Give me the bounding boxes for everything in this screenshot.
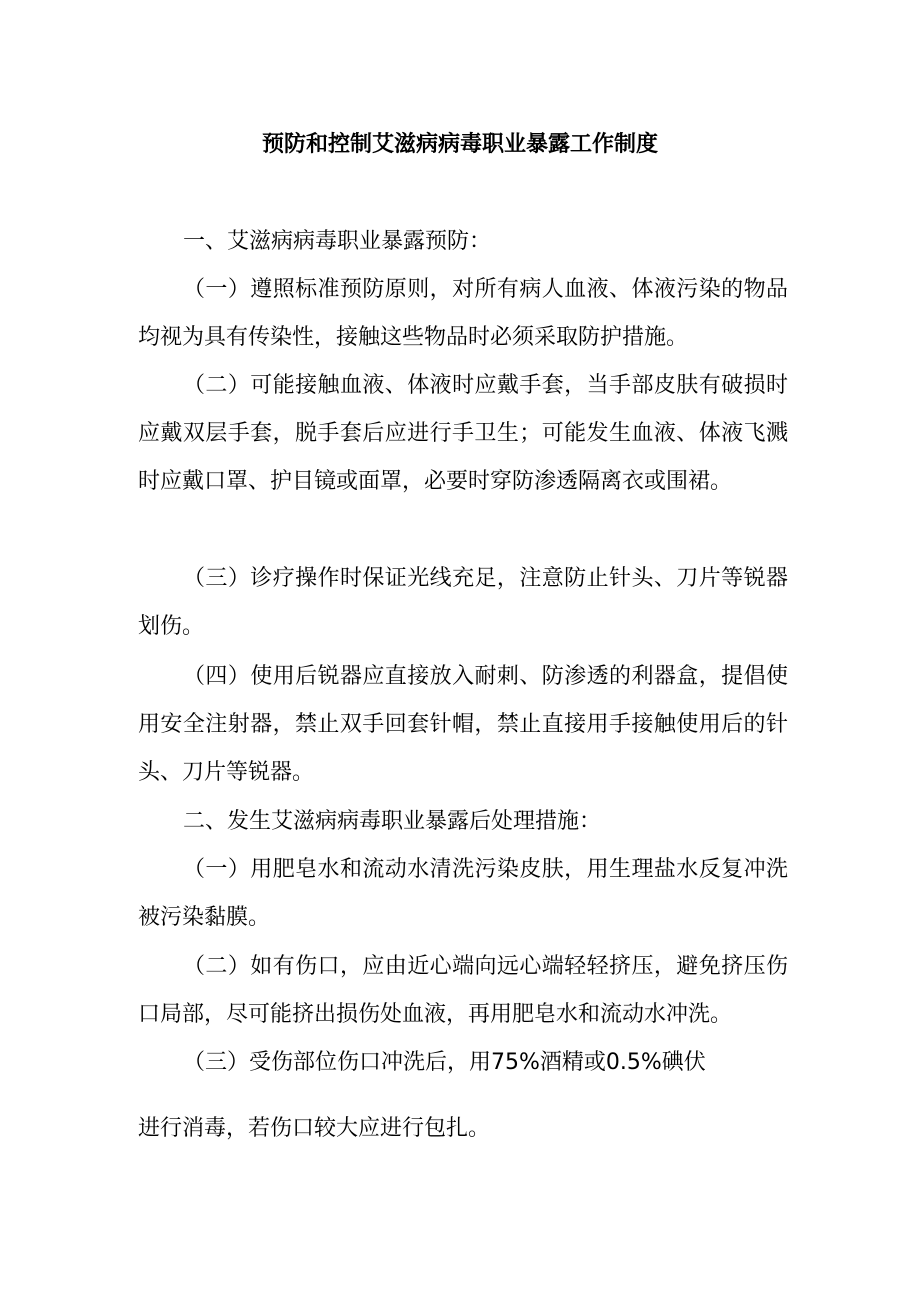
section-2-heading: 二、发生艾滋病病毒职业暴露后处理措施： (183, 809, 602, 834)
section-1-item-3: （三）诊疗操作时保证光线充足，注意防止针头、刀片等锐器划伤。 (138, 566, 788, 639)
section-2-item-1: （一）用肥皂水和流动水清洗污染皮肤，用生理盐水反复冲洗被污染黏膜。 (138, 857, 788, 930)
section-1-item-1: （一）遵照标准预防原则，对所有病人血液、体液污染的物品均视为具有传染性，接触这些物品时必须采取防护措施。 (138, 277, 788, 350)
document-title: 预防和控制艾滋病病毒职业暴露工作制度 (261, 132, 658, 157)
section-1-heading: 一、艾滋病病毒职业暴露预防： (183, 229, 492, 254)
section-1-item-4: （四）使用后锐器应直接放入耐刺、防渗透的利器盒，提倡使用安全注射器，禁止双手回套针帽，禁止直接用手接触使用后的针头、刀片等锐器。 (138, 664, 788, 785)
section-2-item-2: （二）如有伤口，应由近心端向远心端轻轻挤压，避免挤压伤口局部，尽可能挤出损伤处血液，再用肥皂水和流动水冲洗。 (138, 954, 788, 1027)
section-1-item-2: （二）可能接触血液、体液时应戴手套，当手部皮肤有破损时应戴双层手套，脱手套后应进行手卫生；可能发生血液、体液飞溅时应戴口罩、护目镜或面罩，必要时穿防渗透隔离衣或围裙。 (138, 373, 788, 494)
section-2-item-3-line-1: （三）受伤部位伤口冲洗后，用75%酒精或0.5%碘伏 (183, 1050, 706, 1075)
section-2-item-3-line-2: 进行消毒，若伤口较大应进行包扎。 (138, 1116, 491, 1141)
